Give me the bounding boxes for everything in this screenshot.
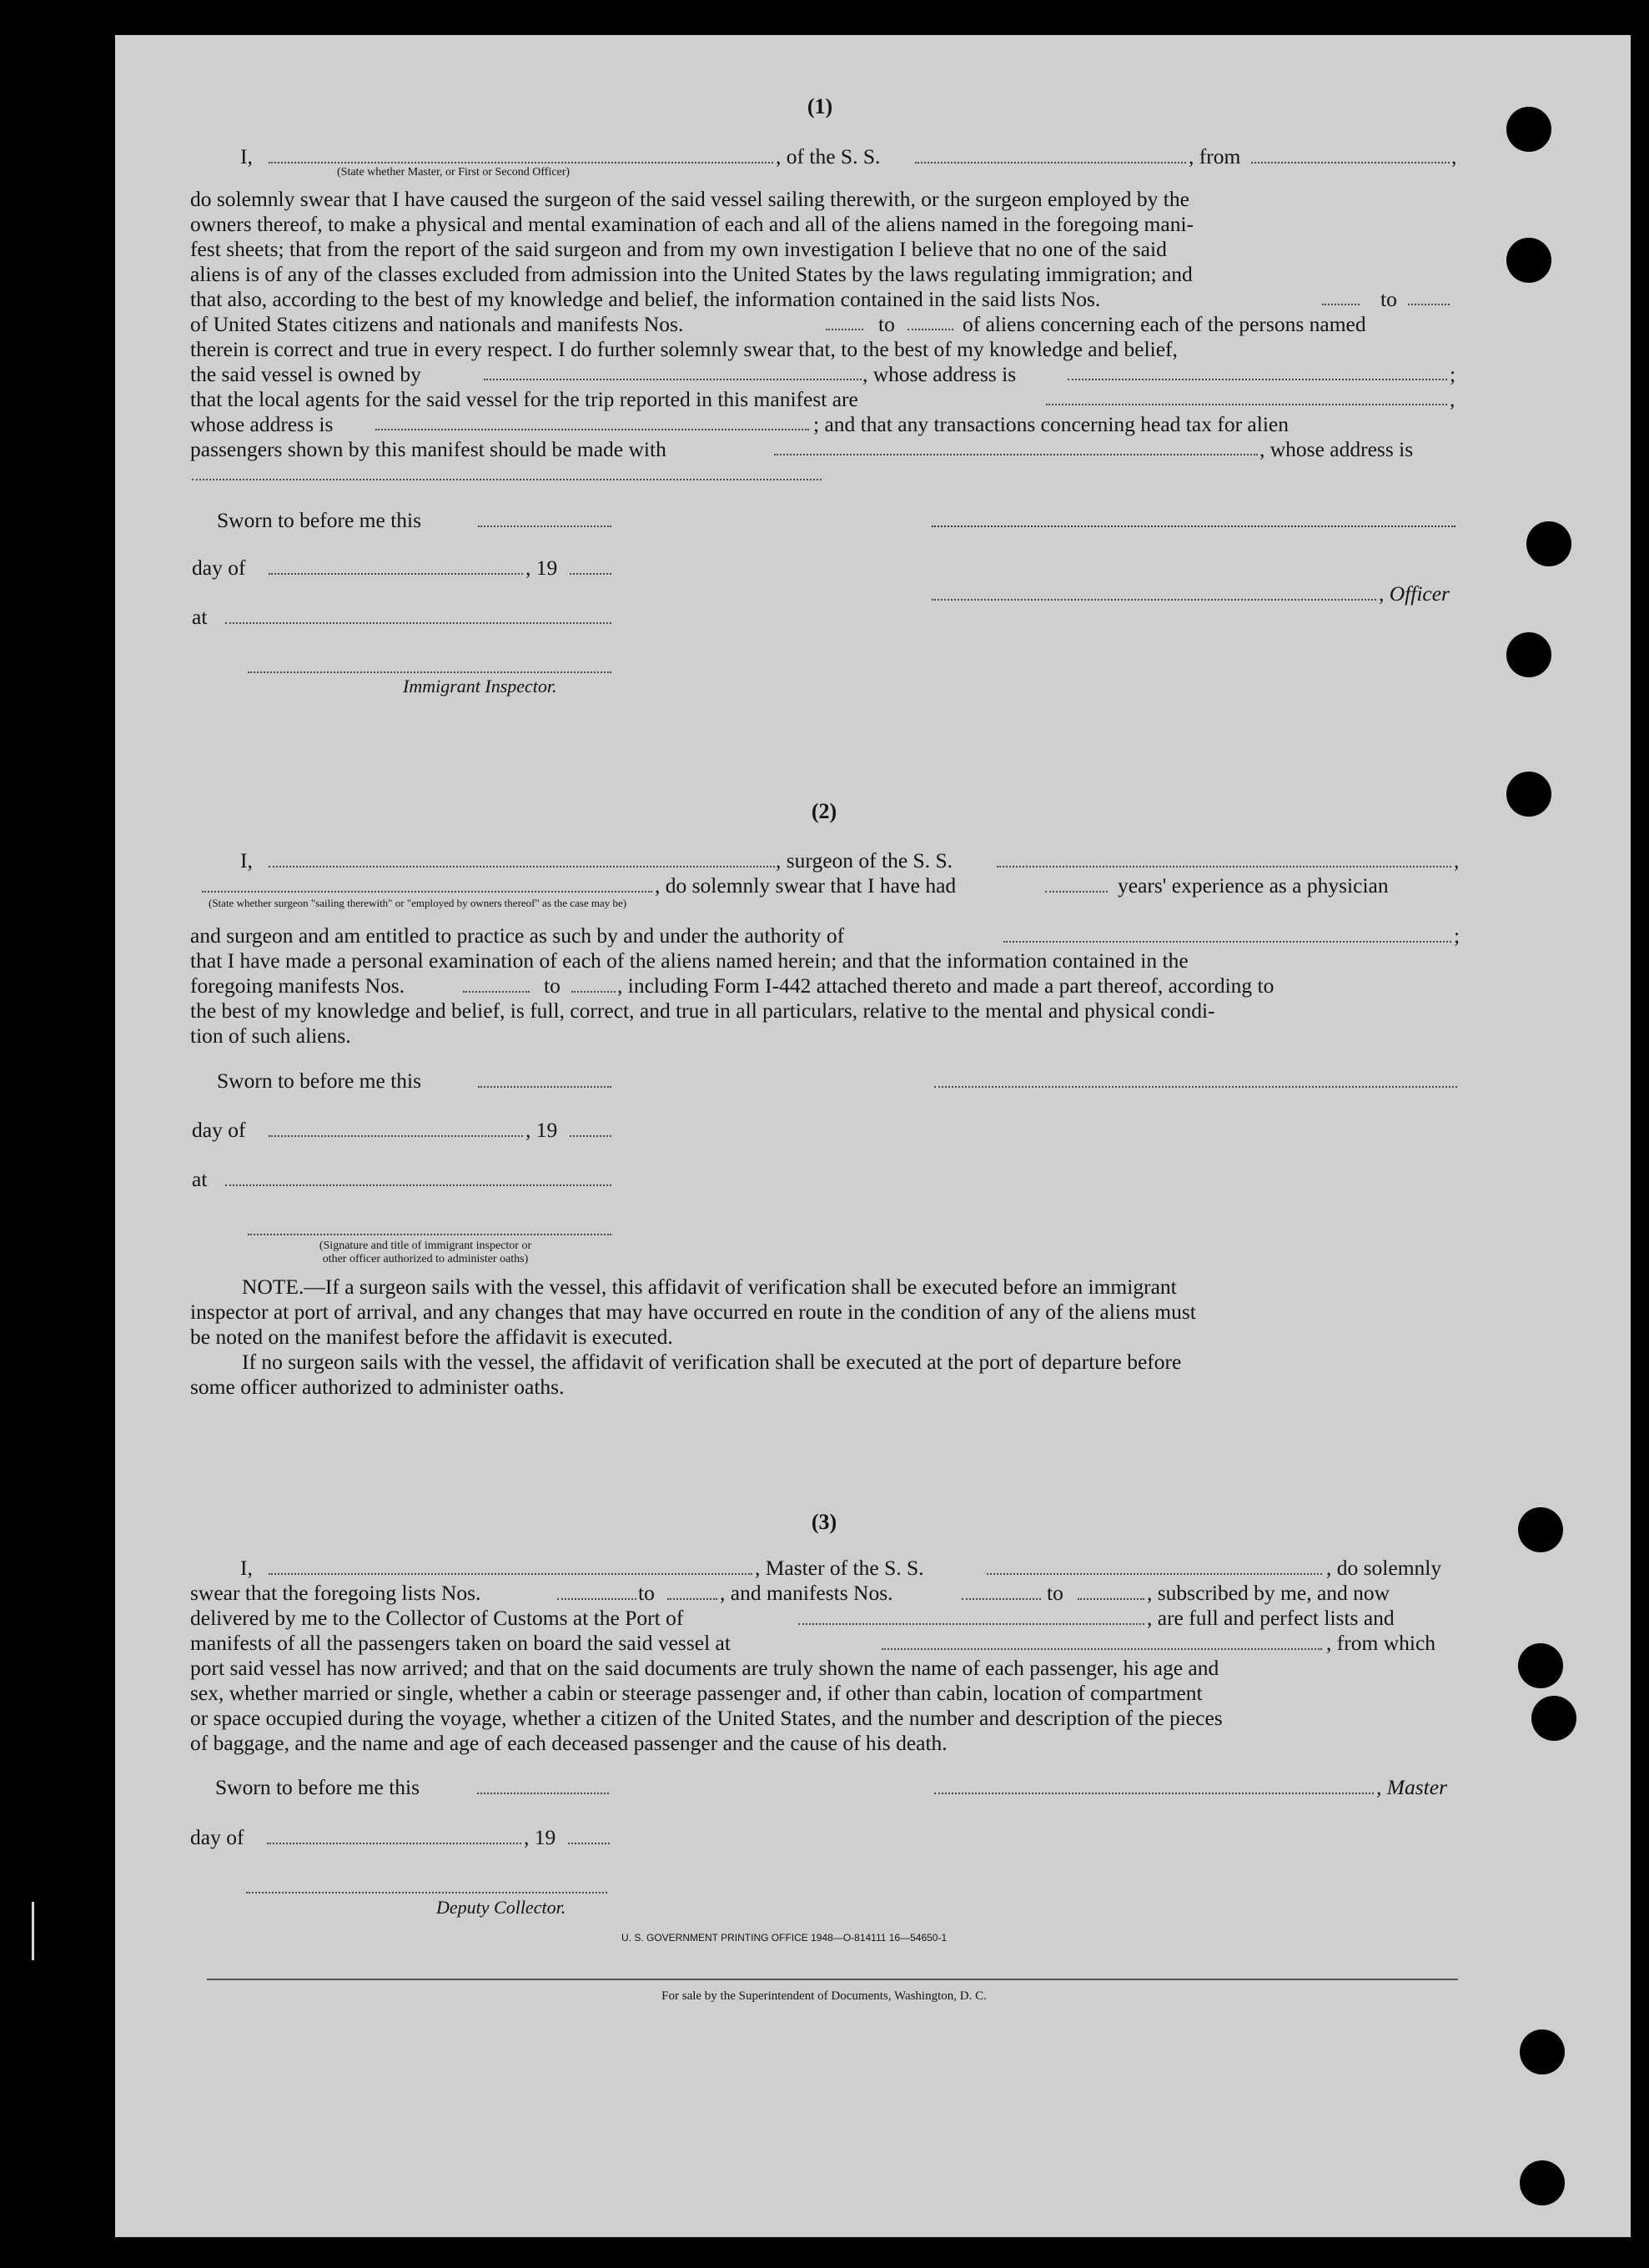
s3-year-label: , 19 <box>524 1825 556 1849</box>
s3-master-of-label: , Master of the S. S. <box>755 1556 924 1580</box>
s2-line-4: that I have made a personal examination of each of the aliens named herein; and that the information contained in the <box>190 948 1189 973</box>
gpo-imprint: U. S. GOVERNMENT PRINTING OFFICE 1948—O-814111 16—54650-1 <box>621 1932 948 1944</box>
s2-surgeon-name-field[interactable] <box>269 866 775 867</box>
s1-day-of-label: day of <box>192 556 246 580</box>
s2-signature-hint-1: (Signature and title of immigrant inspector or <box>319 1240 532 1252</box>
s2-surgeon-hint: (State whether surgeon "sailing therewith" or "employed by owners thereof" as the case may be) <box>209 897 627 909</box>
s3-master-name-field[interactable] <box>269 1573 752 1575</box>
s2-note-line-5: some officer authorized to administer oaths. <box>190 1375 565 1399</box>
s1-i-label: I, <box>240 144 253 168</box>
s3-sworn-day-field[interactable] <box>477 1793 609 1794</box>
s3-solemnly-label: , do solemnly <box>1326 1556 1442 1580</box>
s2-day-of-label: day of <box>192 1118 246 1142</box>
s1-agents-field[interactable] <box>1046 404 1447 405</box>
s1-officer-signature-field[interactable] <box>932 599 1376 601</box>
s2-month-field[interactable] <box>269 1135 523 1137</box>
s2-manifests-from-field[interactable] <box>463 991 530 993</box>
s1-line-2: owners thereof, to make a physical and mental examination of each and all of the aliens named in the foregoing mani- <box>190 212 1194 236</box>
s2-years-label: years' experience as a physician <box>1118 873 1389 898</box>
s2-note-line-2: inspector at port of arrival, and any changes that may have occurred en route in the condition of any of the aliens must <box>190 1300 1196 1324</box>
s1-line-11-end: , whose address is <box>1259 437 1414 461</box>
s2-at-field[interactable] <box>225 1184 611 1186</box>
s3-month-field[interactable] <box>267 1843 521 1844</box>
s3-master-signature-field[interactable] <box>934 1793 1374 1794</box>
s3-day-of-label: day of <box>190 1825 244 1849</box>
s2-inspector-signature-field[interactable] <box>248 1234 611 1235</box>
s2-line-5: foregoing manifests Nos. <box>190 973 405 998</box>
section-2-number: (2) <box>811 799 837 823</box>
binder-hole <box>1506 772 1551 817</box>
s1-comma: , <box>1451 144 1457 168</box>
s1-line-9: that the local agents for the said vessel for the trip reported in this manifest are <box>190 387 858 411</box>
s2-ship-name-field[interactable] <box>997 866 1451 867</box>
s3-line-2: swear that the foregoing lists Nos. <box>190 1581 481 1605</box>
binder-hole <box>1531 1696 1576 1741</box>
s1-of-ss-label: , of the S. S. <box>776 144 881 168</box>
s1-officer-hint: (State whether Master, or First or Second Officer) <box>337 166 571 179</box>
s1-officer-signature-line-1[interactable] <box>932 526 1455 527</box>
s1-from-port-field[interactable] <box>1251 162 1450 163</box>
s3-embark-port-field[interactable] <box>882 1648 1322 1650</box>
s2-surgeon-signature-field[interactable] <box>934 1086 1457 1088</box>
binder-hole <box>1506 632 1551 677</box>
s1-line-3: fest sheets; that from the report of the said surgeon and from my own investigation I believe that no one of the said <box>190 237 1167 261</box>
s1-line-7: therein is correct and true in every respect. I do further solemnly swear that, to the best of my knowledge and belief, <box>190 337 1178 361</box>
s1-owner-address-field[interactable] <box>1068 379 1447 380</box>
s1-from-label: , from <box>1189 144 1241 168</box>
s1-month-field[interactable] <box>269 573 523 575</box>
s1-ship-name-field[interactable] <box>915 162 1186 163</box>
s2-manifests-to-field[interactable] <box>571 991 616 993</box>
s2-note-line-4: If no surgeon sails with the vessel, the affidavit of verification shall be executed at the port of departure before <box>242 1350 1182 1374</box>
s3-line-2-to-2: to <box>1047 1581 1063 1605</box>
s1-owner-field[interactable] <box>484 379 862 380</box>
binder-hole <box>1520 2029 1565 2074</box>
binder-hole <box>1526 521 1571 566</box>
s1-line-6-end: of aliens concerning each of the persons named <box>963 312 1366 336</box>
s2-line-3-end: ; <box>1454 923 1460 948</box>
s3-line-8: of baggage, and the name and age of each deceased passenger and the cause of his death. <box>190 1731 948 1755</box>
s1-line-6-to: to <box>878 312 895 336</box>
s2-sworn-day-field[interactable] <box>478 1086 611 1088</box>
binder-hole <box>1506 238 1551 283</box>
s3-line-2-to: to <box>638 1581 655 1605</box>
s1-officer-label: , Officer <box>1379 581 1450 606</box>
s3-line-2-end: , subscribed by me, and now <box>1147 1581 1390 1605</box>
s1-line-10-end: ; and that any transactions concerning head tax for alien <box>813 412 1289 436</box>
s2-at-label: at <box>192 1167 208 1191</box>
s1-semicolon: ; <box>1450 362 1456 386</box>
s3-line-5: port said vessel has now arrived; and that on the said documents are truly shown the name of each passenger, his age and <box>190 1656 1219 1680</box>
s3-collector-signature-field[interactable] <box>246 1892 607 1893</box>
s1-head-tax-field[interactable] <box>774 454 1258 455</box>
s2-line-5-to: to <box>544 973 561 998</box>
s2-sworn-label: Sworn to before me this <box>217 1069 422 1093</box>
s1-at-field[interactable] <box>225 622 611 624</box>
s3-line-3-end: , are full and perfect lists and <box>1147 1606 1395 1630</box>
s2-swear-label: , do solemnly swear that I have had <box>655 873 957 898</box>
s3-i-label: I, <box>240 1556 253 1580</box>
s1-line-6: of United States citizens and nationals and manifests Nos. <box>190 312 684 336</box>
binder-hole <box>1518 1507 1563 1552</box>
s1-year-field[interactable] <box>570 573 611 575</box>
s1-head-tax-address-field[interactable] <box>192 479 822 480</box>
s1-agents-address-field[interactable] <box>375 429 809 430</box>
s1-line-8: the said vessel is owned by <box>190 362 421 386</box>
s2-signature-hint-2: other officer authorized to administer oaths) <box>322 1253 529 1265</box>
s3-ship-name-field[interactable] <box>987 1573 1322 1575</box>
s3-port-field[interactable] <box>798 1623 1144 1625</box>
s2-year-field[interactable] <box>570 1135 611 1137</box>
s3-lists-from-field[interactable] <box>557 1598 636 1600</box>
s1-at-label: at <box>192 605 208 629</box>
s1-year-label: , 19 <box>525 556 558 580</box>
s3-line-4: manifests of all the passengers taken on board the said vessel at <box>190 1631 731 1655</box>
s1-manifests-from-field[interactable] <box>826 329 863 330</box>
s1-line-5: that also, according to the best of my knowledge and belief, the information contained in the said lists Nos. <box>190 287 1101 311</box>
s1-lists-from-field[interactable] <box>1322 304 1360 305</box>
binder-hole <box>1520 2160 1565 2205</box>
s2-comma: , <box>1454 848 1460 873</box>
binder-hole <box>1518 1643 1563 1688</box>
s2-note-line-3: be noted on the manifest before the affidavit is executed. <box>190 1325 673 1349</box>
s3-year-field[interactable] <box>568 1843 610 1844</box>
s2-surgeon-of-label: , surgeon of the S. S. <box>776 848 953 873</box>
s2-authority-field[interactable] <box>1003 941 1451 943</box>
s3-line-2-manifests: , and manifests Nos. <box>720 1581 893 1605</box>
s2-line-6: the best of my knowledge and belief, is full, correct, and true in all particulars, relative to the mental and physical condi- <box>190 998 1215 1023</box>
s1-manifests-to-field[interactable] <box>907 329 953 330</box>
binder-hole <box>1506 107 1551 152</box>
edge-mark <box>32 1902 34 1960</box>
sale-note: For sale by the Superintendent of Documents, Washington, D. C. <box>661 1989 987 2003</box>
s2-years-field[interactable] <box>1045 891 1108 893</box>
footer-rule <box>207 1979 1458 1980</box>
s3-lists-to-field[interactable] <box>667 1598 717 1600</box>
s3-sworn-label: Sworn to before me this <box>215 1775 420 1799</box>
s3-line-4-end: , from which <box>1326 1631 1436 1655</box>
s1-inspector-label: Immigrant Inspector. <box>403 676 557 696</box>
s2-i-label: I, <box>240 848 253 873</box>
s3-line-3: delivered by me to the Collector of Customs at the Port of <box>190 1606 684 1630</box>
s3-master-label: , Master <box>1376 1775 1447 1799</box>
s1-line-1: do solemnly swear that I have caused the surgeon of the said vessel sailing therewith, or the surgeon employed by the <box>190 187 1189 211</box>
s1-whose-address: , whose address is <box>862 362 1017 386</box>
section-3-number: (3) <box>811 1510 837 1534</box>
s2-note-line-1: NOTE.—If a surgeon sails with the vessel, this affidavit of verification shall be executed before an immigrant <box>242 1275 1177 1299</box>
s3-line-7: or space occupied during the voyage, whether a citizen of the United States, and the number and description of the pieces <box>190 1706 1223 1730</box>
s3-manifests-to-field[interactable] <box>1078 1598 1144 1600</box>
s2-line-3: and surgeon and am entitled to practice as such by and under the authority of <box>190 923 845 948</box>
s3-deputy-label: Deputy Collector. <box>436 1897 566 1918</box>
section-1-number: (1) <box>807 94 833 118</box>
s2-line-5-end: , including Form I-442 attached thereto and made a part thereof, according to <box>617 973 1274 998</box>
s3-line-6: sex, whether married or single, whether a cabin or steerage passenger and, if other than cabin, location of compartment <box>190 1681 1203 1705</box>
s2-sailing-status-field[interactable] <box>202 891 652 893</box>
s1-inspector-signature-field[interactable] <box>248 671 611 673</box>
s1-line-10: whose address is <box>190 412 334 436</box>
s1-line-11: passengers shown by this manifest should be made with <box>190 437 666 461</box>
s1-lists-to-field[interactable] <box>1408 304 1450 305</box>
s1-sworn-day-field[interactable] <box>478 526 611 527</box>
s2-year-label: , 19 <box>525 1118 558 1142</box>
s1-line-9-comma: , <box>1450 387 1455 411</box>
s1-officer-name-field[interactable] <box>269 162 773 163</box>
s1-sworn-label: Sworn to before me this <box>217 508 422 532</box>
s2-line-7: tion of such aliens. <box>190 1023 351 1048</box>
s1-line-4: aliens is of any of the classes excluded from admission into the United States by the laws regulating immigration; and <box>190 262 1193 286</box>
s3-manifests-from-field[interactable] <box>962 1598 1041 1600</box>
s1-line-5-to: to <box>1380 287 1397 311</box>
